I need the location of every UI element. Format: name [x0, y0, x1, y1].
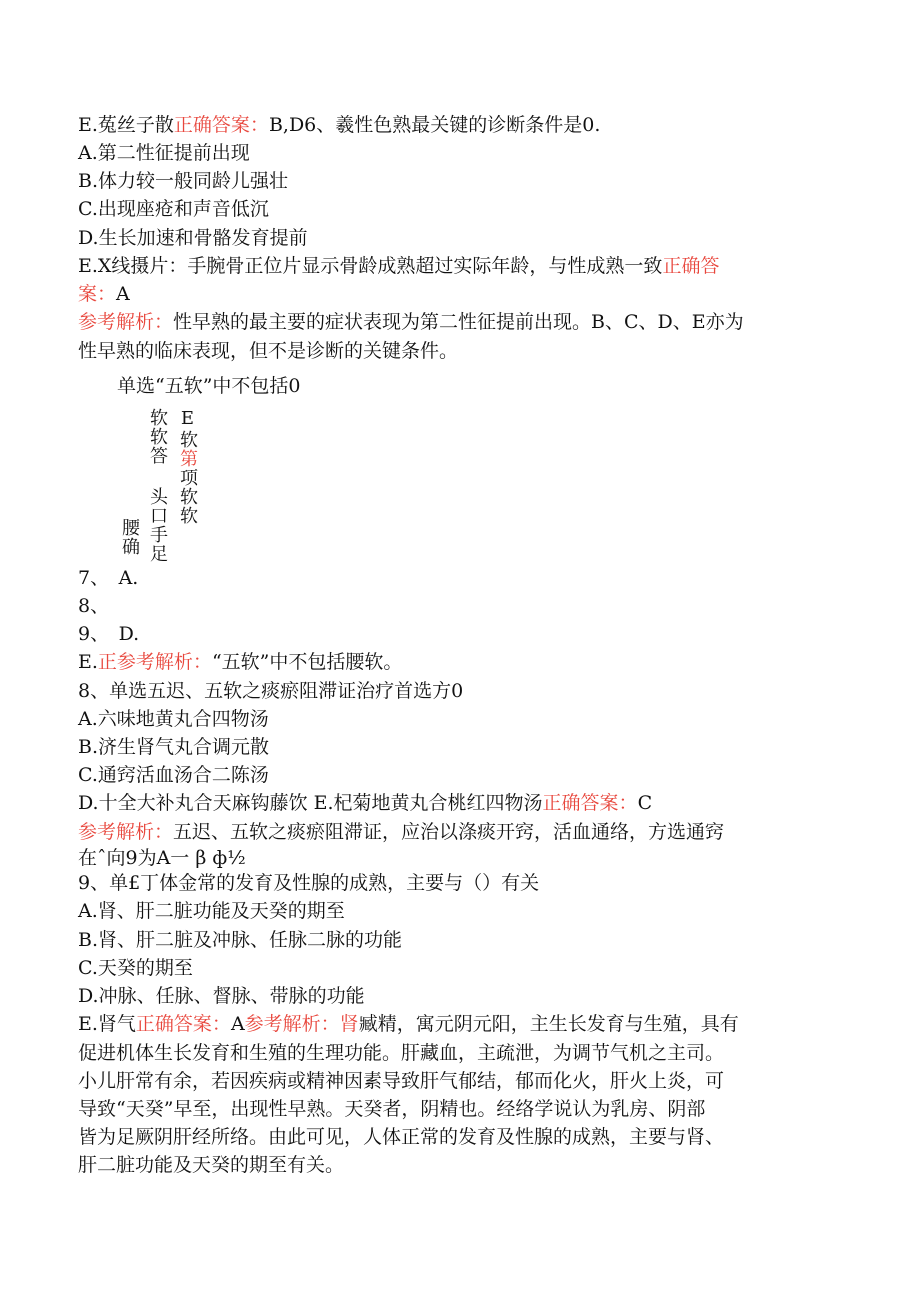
question-title: 9、单£丁体金常的发育及性腺的成熟，主要与（）有关: [78, 872, 540, 894]
explanation-line: 小儿肝常有余，若因疾病或精神因素导致肝气郁结，郁而化火，肝火上炎，可: [78, 1070, 725, 1092]
explanation-label: 参考解析：肾: [244, 1013, 359, 1035]
answer-label: 案：: [78, 283, 117, 305]
option-b: B.体力较一般同龄儿强壮: [78, 170, 289, 192]
option-c: C.天癸的期至: [78, 957, 193, 979]
answer-value: A: [230, 1013, 245, 1035]
numbered-line: 9、 D.: [78, 623, 140, 645]
option-a: A.六味地黄丸合四物汤: [78, 708, 269, 730]
explanation-label: 参考解析：: [78, 311, 174, 333]
vertical-text-column: 腰确: [119, 518, 140, 556]
explanation-line: 性早熟的临床表现，但不是诊断的关键条件。: [78, 340, 459, 362]
explanation-label: 参考解析：: [78, 821, 174, 843]
option-b: B.肾、肝二脏及冲脉、任脉二脉的功能: [78, 929, 403, 951]
option-d: D.十全大补丸合天麻钩藤饮 E.杞菊地黄丸合桃红四物汤正确答案：C: [78, 792, 653, 814]
vertical-text-column: E软第项软软: [177, 408, 198, 525]
option-c: C.通窍活血汤合二陈汤: [78, 764, 269, 786]
vertical-text-column: 软软答 头口手足: [147, 408, 168, 563]
explanation-label: 正参考解析：: [97, 651, 212, 673]
explanation-line: 导致“天癸”早至，出现性早熟。天癸者，阴精也。经络学说认为乳房、阴部: [78, 1098, 706, 1120]
option-e: E.X线摄片：手腕骨正位片显示骨龄成熟超过实际年龄，与性成熟一致正确答: [78, 255, 720, 277]
explanation-line: 皆为足厥阴肝经所络。由此可见，人体正常的发育及性腺的成熟，主要与肾、: [78, 1126, 725, 1148]
text-line: E.菟丝子散正确答案：B,D6、羲性色熟最关键的诊断条件是0.: [78, 114, 601, 136]
answer-label: 正确答案：: [173, 114, 269, 136]
answer-value: C: [637, 792, 653, 814]
option-d: D.生长加速和骨骼发育提前: [78, 227, 308, 249]
text-line: [78, 280, 860, 308]
option-a: A.肾、肝二脏功能及天癸的期至: [78, 900, 345, 922]
answer-value: A: [116, 283, 130, 305]
explanation-line: 肝二脏功能及天癸的期至有关。: [78, 1154, 345, 1176]
numbered-line: 7、 A.: [78, 567, 139, 589]
option-a: A.第二性征提前出现: [78, 142, 250, 164]
question-title: 单选“五软”中不包括0: [117, 375, 301, 397]
explanation-line: E.正参考解析：“五软”中不包括腰软。: [78, 651, 403, 673]
option-e: E.肾气正确答案：A参考解析：肾臧精，寓元阴元阳，主生长发育与生殖，具有: [78, 1013, 739, 1035]
option-d: D.冲脉、任脉、督脉、带脉的功能: [78, 985, 365, 1007]
explanation-line: 促进机体生长发育和生殖的生理功能。肝藏血，主疏泄，为调节气机之主司。: [78, 1042, 725, 1064]
question-title: 8、单选五迟、五软之痰瘀阻滞证治疗首选方0: [78, 680, 464, 702]
answer-label: 正确答: [662, 255, 720, 277]
answer-label: 正确答案：: [542, 792, 638, 814]
option-c: C.出现座疮和声音低沉: [78, 198, 269, 220]
numbered-line: 8、: [78, 595, 110, 617]
explanation-line: 参考解析：五迟、五软之痰瘀阻滞证，应治以涤痰开窍，活血通络，方选通窍: [78, 821, 725, 843]
explanation-line: 参考解析：性早熟的最主要的症状表现为第二性征提前出现。B、C、D、E亦为: [78, 311, 744, 333]
option-b: B.济生肾气丸合调元散: [78, 736, 270, 758]
explanation-line: 在ˆ向9为A一 β ф½: [78, 847, 246, 869]
answer-label: 正确答案：: [135, 1013, 231, 1035]
